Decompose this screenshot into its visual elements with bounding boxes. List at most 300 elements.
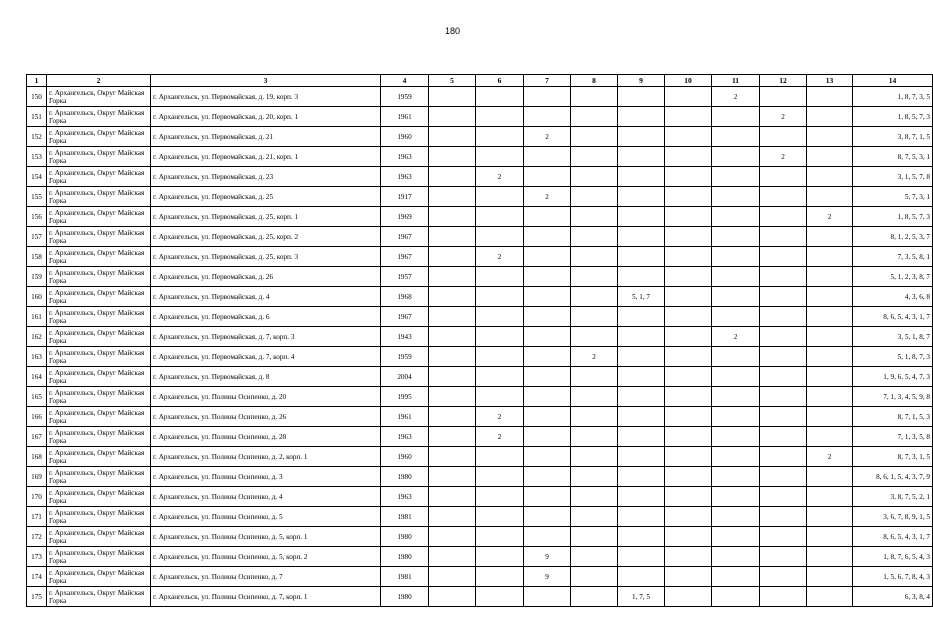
table-cell-col2: г. Архангельск, Округ Майская Горка bbox=[47, 587, 151, 607]
column-header-5: 5 bbox=[429, 75, 476, 87]
table-cell-col2: г. Архангельск, Округ Майская Горка bbox=[47, 147, 151, 167]
table-cell-col5 bbox=[429, 547, 476, 567]
table-cell-col5 bbox=[429, 167, 476, 187]
table-cell-col9 bbox=[618, 467, 665, 487]
table-cell-col5 bbox=[429, 487, 476, 507]
table-cell-col13 bbox=[807, 347, 853, 367]
table-cell-col5 bbox=[429, 247, 476, 267]
table-cell-col8 bbox=[571, 267, 618, 287]
table-cell-col3: г. Архангельск, ул. Полины Осипенко, д. 2, корп. 1 bbox=[151, 447, 381, 467]
table-cell-col2: г. Архангельск, Округ Майская Горка bbox=[47, 527, 151, 547]
table-cell-col2: г. Архангельск, Округ Майская Горка bbox=[47, 207, 151, 227]
table-cell-col14: 3, 6, 7, 8, 9, 1, 5 bbox=[853, 507, 933, 527]
table-cell-col6 bbox=[476, 367, 524, 387]
table-cell-col8 bbox=[571, 207, 618, 227]
table-row bbox=[27, 307, 933, 327]
table-cell-col3: г. Архангельск, ул. Первомайская, д. 4 bbox=[151, 287, 381, 307]
table-row bbox=[27, 167, 933, 187]
table-cell-col5 bbox=[429, 287, 476, 307]
table-cell-col9 bbox=[618, 267, 665, 287]
table-cell-col4: 1959 bbox=[381, 87, 429, 107]
table-cell-col12 bbox=[760, 227, 807, 247]
column-header-9: 9 bbox=[618, 75, 665, 87]
table-cell-col9 bbox=[618, 527, 665, 547]
table-cell-col4: 1957 bbox=[381, 267, 429, 287]
table-cell-col13 bbox=[807, 127, 853, 147]
table-cell-col10 bbox=[665, 507, 712, 527]
table-cell-col3: г. Архангельск, ул. Полины Осипенко, д. 26 bbox=[151, 407, 381, 427]
table-cell-col5 bbox=[429, 307, 476, 327]
table-cell-col14: 5, 7, 3, 1 bbox=[853, 187, 933, 207]
table-cell-col7 bbox=[524, 87, 571, 107]
table-cell-col13 bbox=[807, 587, 853, 607]
table-cell-col10 bbox=[665, 547, 712, 567]
table-cell-col7 bbox=[524, 247, 571, 267]
table-cell-col8 bbox=[571, 147, 618, 167]
table-cell-col2: г. Архангельск, Округ Майская Горка bbox=[47, 347, 151, 367]
table-cell-col2: г. Архангельск, Округ Майская Горка bbox=[47, 287, 151, 307]
table-cell-col9 bbox=[618, 307, 665, 327]
table-cell-col9: 5, 1, 7 bbox=[618, 287, 665, 307]
table-cell-col6 bbox=[476, 287, 524, 307]
table-cell-col11 bbox=[712, 167, 760, 187]
table-row bbox=[27, 347, 933, 367]
table-cell-col4: 1960 bbox=[381, 447, 429, 467]
table-cell-col6 bbox=[476, 527, 524, 547]
table-cell-col10 bbox=[665, 327, 712, 347]
table-cell-col9 bbox=[618, 227, 665, 247]
table-cell-col3: г. Архангельск, ул. Первомайская, д. 23 bbox=[151, 167, 381, 187]
table-cell-col13 bbox=[807, 407, 853, 427]
table-cell-col12 bbox=[760, 467, 807, 487]
table-cell-col14: 3, 1, 5, 7, 8 bbox=[853, 167, 933, 187]
table-cell-col3: г. Архангельск, ул. Первомайская, д. 21, корп. 1 bbox=[151, 147, 381, 167]
table-cell-col3: г. Архангельск, ул. Первомайская, д. 8 bbox=[151, 367, 381, 387]
table-cell-col3: г. Архангельск, ул. Первомайская, д. 19, корп. 3 bbox=[151, 87, 381, 107]
table-cell-col10 bbox=[665, 107, 712, 127]
table-cell-col14: 8, 6, 5, 4, 3, 1, 7 bbox=[853, 527, 933, 547]
table-row bbox=[27, 127, 933, 147]
table-cell-col7 bbox=[524, 467, 571, 487]
table-cell-col14: 1, 5, 6, 7, 8, 4, 3 bbox=[853, 567, 933, 587]
table-cell-col4: 1980 bbox=[381, 547, 429, 567]
table-row bbox=[27, 547, 933, 567]
table-cell-col1: 172 bbox=[27, 527, 47, 547]
table-cell-col9 bbox=[618, 407, 665, 427]
table-cell-col13 bbox=[807, 267, 853, 287]
table-cell-col9 bbox=[618, 387, 665, 407]
table-cell-col5 bbox=[429, 507, 476, 527]
table-cell-col4: 1980 bbox=[381, 467, 429, 487]
table-cell-col11 bbox=[712, 547, 760, 567]
table-row bbox=[27, 107, 933, 127]
table-cell-col11 bbox=[712, 527, 760, 547]
table-cell-col14: 1, 8, 7, 6, 5, 4, 3 bbox=[853, 547, 933, 567]
table-cell-col11 bbox=[712, 147, 760, 167]
table-cell-col2: г. Архангельск, Округ Майская Горка bbox=[47, 107, 151, 127]
table-cell-col1: 164 bbox=[27, 367, 47, 387]
column-header-1: 1 bbox=[27, 75, 47, 87]
table-cell-col12: 2 bbox=[760, 147, 807, 167]
table-cell-col10 bbox=[665, 447, 712, 467]
column-header-7: 7 bbox=[524, 75, 571, 87]
table-cell-col10 bbox=[665, 367, 712, 387]
table-cell-col12 bbox=[760, 347, 807, 367]
table-row bbox=[27, 507, 933, 527]
table-cell-col12 bbox=[760, 407, 807, 427]
table-cell-col6 bbox=[476, 547, 524, 567]
table-cell-col6 bbox=[476, 267, 524, 287]
table-cell-col14: 8, 6, 1, 5, 4, 3, 7, 9 bbox=[853, 467, 933, 487]
table-cell-col13 bbox=[807, 367, 853, 387]
table-cell-col12 bbox=[760, 187, 807, 207]
table-row bbox=[27, 427, 933, 447]
table-cell-col1: 150 bbox=[27, 87, 47, 107]
table-cell-col12 bbox=[760, 507, 807, 527]
table-cell-col12 bbox=[760, 207, 807, 227]
table-cell-col10 bbox=[665, 207, 712, 227]
table-cell-col8 bbox=[571, 167, 618, 187]
table-cell-col13 bbox=[807, 187, 853, 207]
table-cell-col7: 9 bbox=[524, 567, 571, 587]
table-cell-col4: 1967 bbox=[381, 227, 429, 247]
table-cell-col1: 173 bbox=[27, 547, 47, 567]
table-cell-col4: 1959 bbox=[381, 347, 429, 367]
table-cell-col2: г. Архангельск, Округ Майская Горка bbox=[47, 127, 151, 147]
table-cell-col1: 171 bbox=[27, 507, 47, 527]
table-cell-col13 bbox=[807, 507, 853, 527]
table-cell-col6 bbox=[476, 327, 524, 347]
table-cell-col6 bbox=[476, 307, 524, 327]
table-cell-col1: 166 bbox=[27, 407, 47, 427]
table-cell-col14: 7, 3, 5, 8, 1 bbox=[853, 247, 933, 267]
table-row bbox=[27, 447, 933, 467]
table-cell-col9 bbox=[618, 167, 665, 187]
table-cell-col7 bbox=[524, 227, 571, 247]
table-cell-col1: 170 bbox=[27, 487, 47, 507]
table-cell-col4: 1963 bbox=[381, 427, 429, 447]
table-cell-col3: г. Архангельск, ул. Первомайская, д. 25, корп. 1 bbox=[151, 207, 381, 227]
table-cell-col3: г. Архангельск, ул. Первомайская, д. 7, корп. 4 bbox=[151, 347, 381, 367]
table-cell-col14: 5, 1, 8, 7, 3 bbox=[853, 347, 933, 367]
table-cell-col3: г. Архангельск, ул. Полины Осипенко, д. 4 bbox=[151, 487, 381, 507]
table-cell-col14: 7, 1, 3, 4, 5, 9, 8 bbox=[853, 387, 933, 407]
table-cell-col9 bbox=[618, 107, 665, 127]
table-cell-col14: 1, 8, 7, 3, 5 bbox=[853, 87, 933, 107]
table-cell-col7 bbox=[524, 427, 571, 447]
table-cell-col7 bbox=[524, 407, 571, 427]
table-cell-col11 bbox=[712, 187, 760, 207]
table-cell-col4: 1968 bbox=[381, 287, 429, 307]
column-header-10: 10 bbox=[665, 75, 712, 87]
table-cell-col10 bbox=[665, 307, 712, 327]
table-cell-col4: 1963 bbox=[381, 147, 429, 167]
table-cell-col14: 1, 8, 5, 7, 3 bbox=[853, 107, 933, 127]
table-cell-col8 bbox=[571, 307, 618, 327]
table-cell-col9: 1, 7, 5 bbox=[618, 587, 665, 607]
table-cell-col11 bbox=[712, 367, 760, 387]
table-cell-col5 bbox=[429, 207, 476, 227]
table-cell-col5 bbox=[429, 107, 476, 127]
table-cell-col3: г. Архангельск, ул. Первомайская, д. 25, корп. 3 bbox=[151, 247, 381, 267]
table-cell-col8 bbox=[571, 587, 618, 607]
table-cell-col6 bbox=[476, 207, 524, 227]
table-cell-col13 bbox=[807, 287, 853, 307]
table-cell-col11 bbox=[712, 487, 760, 507]
table-cell-col6: 2 bbox=[476, 407, 524, 427]
housing-register-table bbox=[26, 74, 933, 607]
table-cell-col7: 2 bbox=[524, 187, 571, 207]
column-header-11: 11 bbox=[712, 75, 760, 87]
table-cell-col7 bbox=[524, 147, 571, 167]
table-cell-col12 bbox=[760, 367, 807, 387]
table-cell-col5 bbox=[429, 187, 476, 207]
table-cell-col11 bbox=[712, 267, 760, 287]
table-cell-col5 bbox=[429, 387, 476, 407]
table-cell-col11 bbox=[712, 347, 760, 367]
table-cell-col9 bbox=[618, 87, 665, 107]
table-cell-col7 bbox=[524, 267, 571, 287]
table-cell-col8 bbox=[571, 467, 618, 487]
table-row bbox=[27, 227, 933, 247]
table-cell-col8 bbox=[571, 107, 618, 127]
table-row bbox=[27, 187, 933, 207]
table-cell-col4: 2004 bbox=[381, 367, 429, 387]
table-cell-col10 bbox=[665, 247, 712, 267]
table-cell-col2: г. Архангельск, Округ Майская Горка bbox=[47, 547, 151, 567]
table-cell-col12 bbox=[760, 427, 807, 447]
table-cell-col3: г. Архангельск, ул. Полины Осипенко, д. 20 bbox=[151, 387, 381, 407]
table-cell-col4: 1980 bbox=[381, 527, 429, 547]
table-cell-col9 bbox=[618, 487, 665, 507]
table-cell-col14: 4, 3, 6, 8 bbox=[853, 287, 933, 307]
table-cell-col3: г. Архангельск, ул. Первомайская, д. 6 bbox=[151, 307, 381, 327]
table-cell-col6 bbox=[476, 447, 524, 467]
table-cell-col7 bbox=[524, 487, 571, 507]
table-cell-col12 bbox=[760, 127, 807, 147]
table-cell-col10 bbox=[665, 347, 712, 367]
table-cell-col2: г. Архангельск, Округ Майская Горка bbox=[47, 167, 151, 187]
table-cell-col14: 3, 8, 7, 5, 2, 1 bbox=[853, 487, 933, 507]
table-cell-col14: 3, 5, 1, 8, 7 bbox=[853, 327, 933, 347]
table-cell-col1: 174 bbox=[27, 567, 47, 587]
table-cell-col1: 168 bbox=[27, 447, 47, 467]
table-cell-col14: 1, 9, 6, 5, 4, 7, 3 bbox=[853, 367, 933, 387]
table-cell-col11: 2 bbox=[712, 327, 760, 347]
table-cell-col14: 8, 7, 3, 1, 5 bbox=[853, 447, 933, 467]
table-cell-col5 bbox=[429, 267, 476, 287]
table-cell-col11 bbox=[712, 107, 760, 127]
table-cell-col4: 1943 bbox=[381, 327, 429, 347]
table-cell-col9 bbox=[618, 547, 665, 567]
table-cell-col5 bbox=[429, 367, 476, 387]
table-cell-col9 bbox=[618, 207, 665, 227]
table-cell-col13 bbox=[807, 427, 853, 447]
table-row bbox=[27, 467, 933, 487]
table-cell-col12 bbox=[760, 487, 807, 507]
table-cell-col2: г. Архангельск, Округ Майская Горка bbox=[47, 327, 151, 347]
table-cell-col5 bbox=[429, 527, 476, 547]
table-cell-col10 bbox=[665, 587, 712, 607]
table-cell-col4: 1963 bbox=[381, 487, 429, 507]
table-cell-col7 bbox=[524, 107, 571, 127]
table-cell-col5 bbox=[429, 147, 476, 167]
column-header-13: 13 bbox=[807, 75, 853, 87]
table-row bbox=[27, 87, 933, 107]
table-cell-col7: 9 bbox=[524, 547, 571, 567]
table-cell-col11 bbox=[712, 227, 760, 247]
table-cell-col5 bbox=[429, 347, 476, 367]
table-cell-col2: г. Архангельск, Округ Майская Горка bbox=[47, 467, 151, 487]
table-cell-col6 bbox=[476, 487, 524, 507]
table-cell-col6 bbox=[476, 507, 524, 527]
table-cell-col13 bbox=[807, 147, 853, 167]
table-cell-col10 bbox=[665, 287, 712, 307]
table-cell-col10 bbox=[665, 387, 712, 407]
table-cell-col5 bbox=[429, 427, 476, 447]
table-cell-col10 bbox=[665, 527, 712, 547]
table-cell-col6 bbox=[476, 467, 524, 487]
table-cell-col6 bbox=[476, 87, 524, 107]
table-cell-col13: 2 bbox=[807, 447, 853, 467]
table-cell-col13: 2 bbox=[807, 207, 853, 227]
table-cell-col11: 2 bbox=[712, 87, 760, 107]
table-cell-col11 bbox=[712, 427, 760, 447]
table-row bbox=[27, 487, 933, 507]
table-cell-col11 bbox=[712, 307, 760, 327]
table-cell-col1: 161 bbox=[27, 307, 47, 327]
table-cell-col1: 165 bbox=[27, 387, 47, 407]
table-cell-col12 bbox=[760, 287, 807, 307]
table-cell-col10 bbox=[665, 407, 712, 427]
table-cell-col5 bbox=[429, 447, 476, 467]
table-cell-col5 bbox=[429, 327, 476, 347]
table-cell-col7 bbox=[524, 447, 571, 467]
column-header-14: 14 bbox=[853, 75, 933, 87]
table-row bbox=[27, 387, 933, 407]
table-cell-col3: г. Архангельск, ул. Полины Осипенко, д. 7 bbox=[151, 567, 381, 587]
table-cell-col7 bbox=[524, 287, 571, 307]
table-row bbox=[27, 527, 933, 547]
table-cell-col5 bbox=[429, 467, 476, 487]
table-cell-col10 bbox=[665, 87, 712, 107]
table-row bbox=[27, 567, 933, 587]
table-cell-col14: 3, 8, 7, 1, 5 bbox=[853, 127, 933, 147]
table-cell-col8 bbox=[571, 527, 618, 547]
table-cell-col10 bbox=[665, 427, 712, 447]
table-cell-col7 bbox=[524, 507, 571, 527]
table-cell-col9 bbox=[618, 367, 665, 387]
table-cell-col8 bbox=[571, 327, 618, 347]
table-cell-col6 bbox=[476, 587, 524, 607]
table-cell-col3: г. Архангельск, ул. Полины Осипенко, д. 5 bbox=[151, 507, 381, 527]
table-cell-col8 bbox=[571, 287, 618, 307]
table-cell-col14: 7, 1, 3, 5, 8 bbox=[853, 427, 933, 447]
table-row bbox=[27, 207, 933, 227]
table-cell-col8 bbox=[571, 247, 618, 267]
table-cell-col14: 6, 3, 8, 4 bbox=[853, 587, 933, 607]
table-cell-col7 bbox=[524, 207, 571, 227]
table-cell-col12 bbox=[760, 567, 807, 587]
table-cell-col11 bbox=[712, 287, 760, 307]
table-cell-col9 bbox=[618, 327, 665, 347]
table-cell-col6 bbox=[476, 147, 524, 167]
table-cell-col1: 159 bbox=[27, 267, 47, 287]
table-cell-col7 bbox=[524, 347, 571, 367]
table-cell-col10 bbox=[665, 467, 712, 487]
table-cell-col8 bbox=[571, 487, 618, 507]
table-cell-col6 bbox=[476, 567, 524, 587]
table-cell-col10 bbox=[665, 187, 712, 207]
table-cell-col1: 163 bbox=[27, 347, 47, 367]
table-cell-col1: 153 bbox=[27, 147, 47, 167]
table-cell-col1: 167 bbox=[27, 427, 47, 447]
table-cell-col4: 1995 bbox=[381, 387, 429, 407]
table-cell-col2: г. Архангельск, Округ Майская Горка bbox=[47, 567, 151, 587]
table-cell-col10 bbox=[665, 167, 712, 187]
table-cell-col10 bbox=[665, 487, 712, 507]
table-cell-col12: 2 bbox=[760, 107, 807, 127]
table-cell-col4: 1967 bbox=[381, 247, 429, 267]
table-cell-col8 bbox=[571, 367, 618, 387]
table-cell-col3: г. Архангельск, ул. Полины Осипенко, д. 3 bbox=[151, 467, 381, 487]
table-cell-col12 bbox=[760, 447, 807, 467]
table-cell-col7 bbox=[524, 387, 571, 407]
table-cell-col9 bbox=[618, 147, 665, 167]
table-cell-col3: г. Архангельск, ул. Полины Осипенко, д. 28 bbox=[151, 427, 381, 447]
table-cell-col12 bbox=[760, 587, 807, 607]
table-cell-col13 bbox=[807, 247, 853, 267]
table-cell-col11 bbox=[712, 127, 760, 147]
table-cell-col2: г. Архангельск, Округ Майская Горка bbox=[47, 267, 151, 287]
table-row bbox=[27, 407, 933, 427]
table-cell-col13 bbox=[807, 467, 853, 487]
table-body bbox=[27, 87, 933, 607]
table-row bbox=[27, 247, 933, 267]
table-cell-col8 bbox=[571, 447, 618, 467]
table-cell-col11 bbox=[712, 567, 760, 587]
table-cell-col1: 152 bbox=[27, 127, 47, 147]
table-cell-col14: 8, 6, 5, 4, 3, 1, 7 bbox=[853, 307, 933, 327]
table-cell-col2: г. Архангельск, Округ Майская Горка bbox=[47, 447, 151, 467]
table-cell-col12 bbox=[760, 267, 807, 287]
table-cell-col4: 1917 bbox=[381, 187, 429, 207]
table-cell-col3: г. Архангельск, ул. Первомайская, д. 20, корп. 1 bbox=[151, 107, 381, 127]
table-cell-col12 bbox=[760, 327, 807, 347]
table-cell-col1: 156 bbox=[27, 207, 47, 227]
table-cell-col5 bbox=[429, 407, 476, 427]
table-cell-col10 bbox=[665, 147, 712, 167]
page-number: 180 bbox=[444, 26, 461, 36]
table-cell-col13 bbox=[807, 567, 853, 587]
table-row bbox=[27, 287, 933, 307]
table-cell-col13 bbox=[807, 387, 853, 407]
table-cell-col2: г. Архангельск, Округ Майская Горка bbox=[47, 307, 151, 327]
table-cell-col5 bbox=[429, 87, 476, 107]
table-cell-col12 bbox=[760, 547, 807, 567]
table-cell-col14: 5, 1, 2, 3, 8, 7 bbox=[853, 267, 933, 287]
table-cell-col7 bbox=[524, 167, 571, 187]
table-cell-col7 bbox=[524, 367, 571, 387]
table-cell-col4: 1961 bbox=[381, 407, 429, 427]
table-cell-col8 bbox=[571, 227, 618, 247]
table-cell-col7 bbox=[524, 587, 571, 607]
table-cell-col8 bbox=[571, 387, 618, 407]
table-cell-col1: 169 bbox=[27, 467, 47, 487]
column-header-3: 3 bbox=[151, 75, 381, 87]
table-cell-col3: г. Архангельск, ул. Первомайская, д. 25 bbox=[151, 187, 381, 207]
table-cell-col9 bbox=[618, 427, 665, 447]
